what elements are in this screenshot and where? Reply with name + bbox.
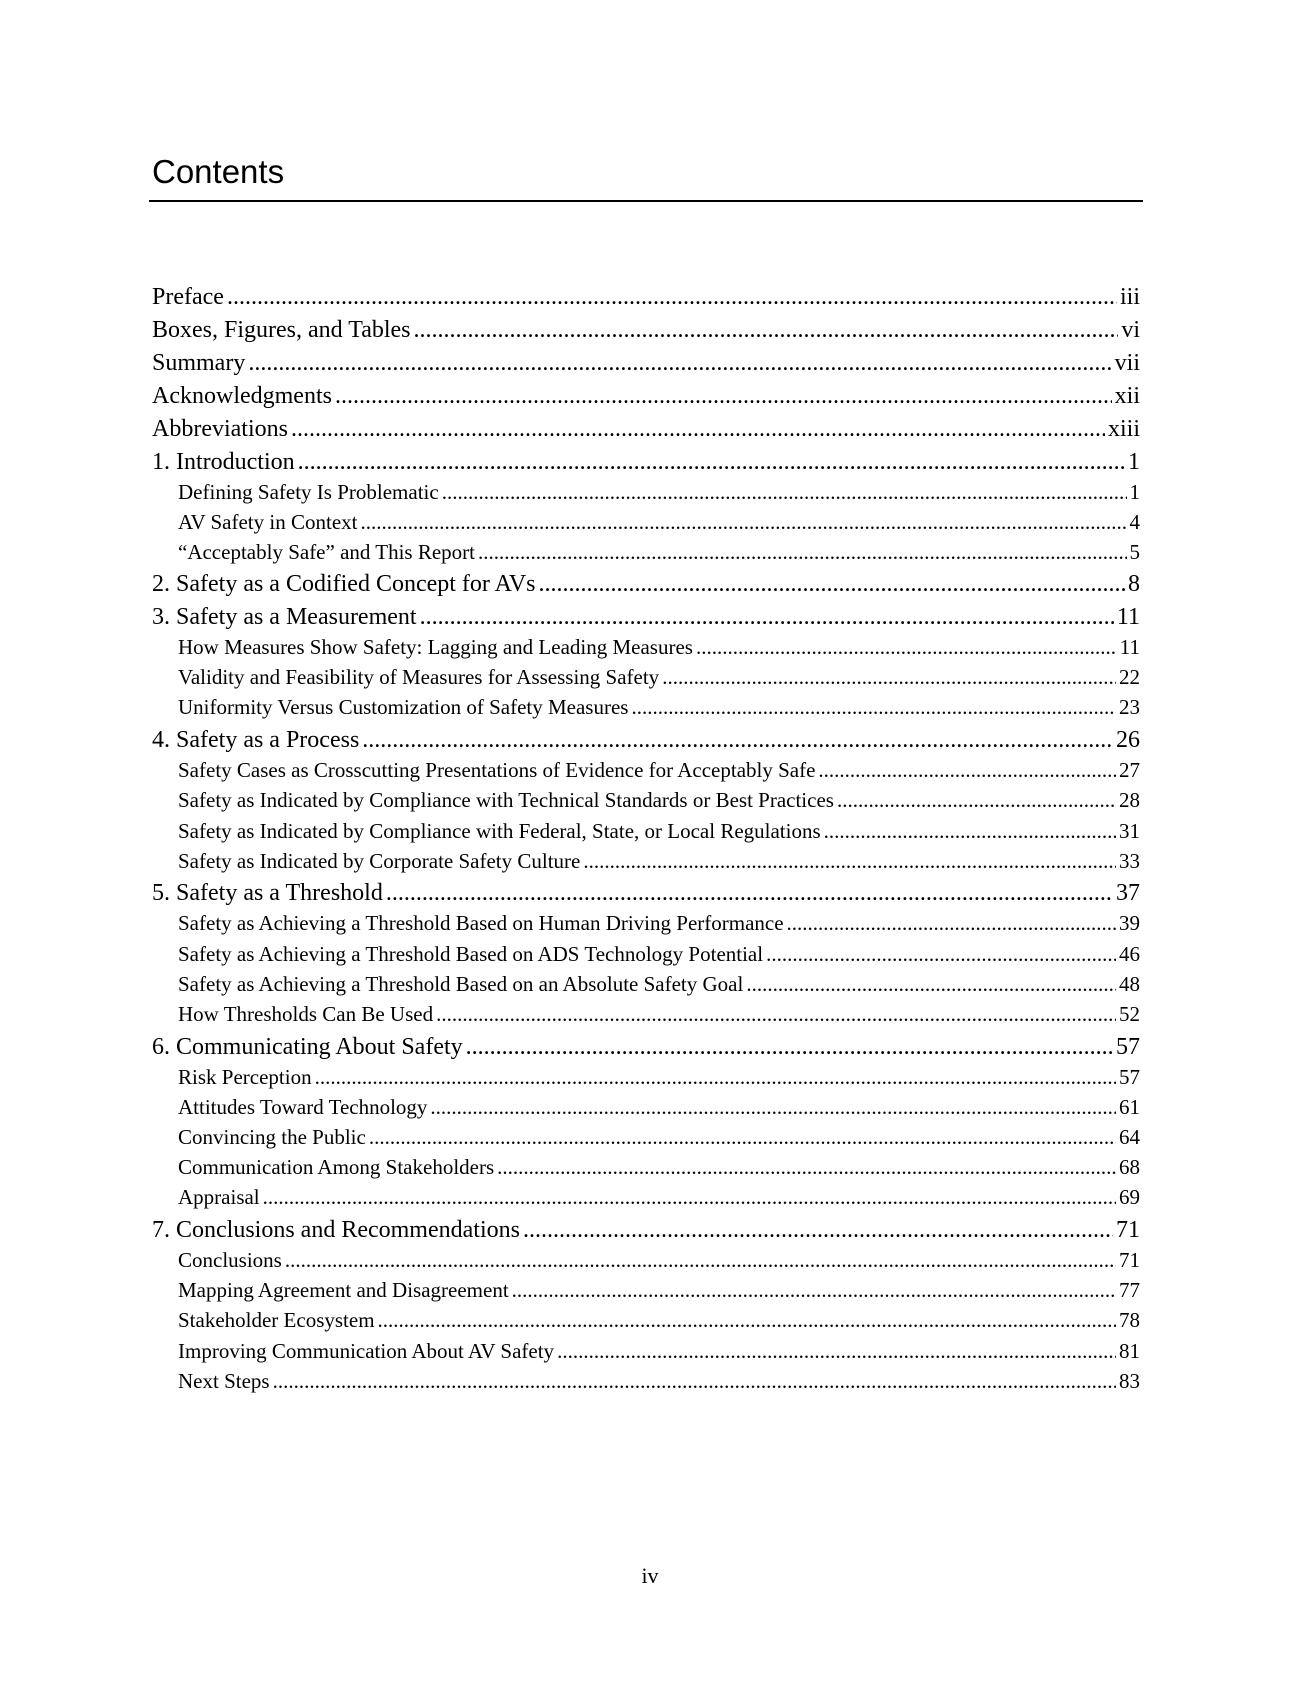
toc-dot-leader (787, 909, 1116, 937)
toc-dot-leader (497, 1153, 1116, 1181)
toc-dot-leader (583, 847, 1116, 875)
toc-entry-page: 1 (1129, 480, 1140, 504)
toc-entry-page: 11 (1119, 635, 1140, 659)
toc-entry-page: 69 (1119, 1185, 1140, 1209)
toc-entry-page: 78 (1119, 1308, 1140, 1332)
toc-entry[interactable] (152, 663, 1140, 691)
toc-dot-leader (315, 1063, 1116, 1091)
toc-entry-page: 11 (1116, 604, 1140, 630)
toc-entry-page: 1 (1128, 449, 1140, 475)
toc-entry[interactable] (152, 940, 1140, 968)
toc-dot-leader (335, 381, 1112, 411)
toc-entry-page: 39 (1119, 911, 1140, 935)
toc-entry-page: 71 (1116, 1217, 1140, 1243)
toc-entry-label: Risk Perception (178, 1065, 312, 1089)
toc-entry[interactable] (152, 970, 1140, 998)
toc-entry-label: Appraisal (178, 1185, 260, 1209)
toc-entry-label: How Thresholds Can Be Used (178, 1002, 434, 1026)
toc-entry[interactable] (152, 1123, 1140, 1151)
toc-entry-label: Safety as Achieving a Threshold Based on Human Driving Performance (178, 911, 784, 935)
toc-entry[interactable] (152, 725, 1140, 755)
toc-entry-label: Safety as Achieving a Threshold Based on an Absolute Safety Goal (178, 972, 744, 996)
toc-entry[interactable] (152, 1367, 1140, 1395)
toc-dot-leader (436, 1000, 1116, 1028)
toc-entry-label: 5. Safety as a Threshold (152, 880, 383, 906)
toc-entry-label: Improving Communication About AV Safety (178, 1339, 555, 1363)
toc-entry[interactable] (152, 1276, 1140, 1304)
toc-dot-leader (227, 282, 1117, 312)
toc-entry-label: Next Steps (178, 1369, 270, 1393)
toc-entry[interactable] (152, 847, 1140, 875)
toc-dot-leader (273, 1367, 1116, 1395)
toc-dot-leader (386, 878, 1113, 908)
toc-entry[interactable] (152, 282, 1140, 312)
toc-entry[interactable] (152, 1093, 1140, 1121)
toc-entry[interactable] (152, 1000, 1140, 1028)
toc-entry-page: 61 (1119, 1095, 1140, 1119)
toc-entry-label: Summary (152, 350, 246, 376)
toc-dot-leader (837, 786, 1116, 814)
toc-entry-page: 68 (1119, 1155, 1140, 1179)
toc-entry-label: Boxes, Figures, and Tables (152, 317, 411, 343)
toc-entry-page: 81 (1119, 1339, 1140, 1363)
toc-entry-label: Attitudes Toward Technology (178, 1095, 428, 1119)
toc-entry-label: Abbreviations (152, 416, 288, 442)
toc-entry-page: 77 (1119, 1278, 1140, 1302)
toc-dot-leader (263, 1183, 1116, 1211)
toc-entry[interactable] (152, 756, 1140, 784)
toc-entry[interactable] (152, 1246, 1140, 1274)
toc-entry-page: 46 (1119, 942, 1140, 966)
toc-entry-page: 8 (1128, 571, 1140, 597)
toc-entry-page: 5 (1129, 540, 1140, 564)
toc-entry-page: 27 (1119, 758, 1140, 782)
toc-entry-page: vii (1114, 350, 1140, 376)
toc-entry[interactable] (152, 381, 1140, 411)
toc-dot-leader (478, 538, 1126, 566)
toc-dot-leader (696, 633, 1117, 661)
toc-dot-leader (420, 602, 1114, 632)
toc-entry-label: Preface (152, 284, 224, 310)
toc-entry-page: 22 (1119, 665, 1140, 689)
toc-dot-leader (746, 970, 1116, 998)
toc-dot-leader (378, 1306, 1116, 1334)
toc-entry-page: 57 (1119, 1065, 1140, 1089)
toc-entry[interactable] (152, 633, 1140, 661)
toc-entry-page: 4 (1129, 510, 1140, 534)
toc-dot-leader (523, 1215, 1113, 1245)
toc-entry-label: 1. Introduction (152, 449, 295, 475)
toc-entry-page: 23 (1119, 695, 1140, 719)
toc-entry-page: 52 (1119, 1002, 1140, 1026)
toc-entry[interactable] (152, 538, 1140, 566)
toc-entry[interactable] (152, 1337, 1140, 1365)
page-number: iv (641, 1563, 659, 1588)
toc-entry[interactable] (152, 1215, 1140, 1245)
toc-dot-leader (291, 414, 1105, 444)
toc-entry[interactable] (152, 878, 1140, 908)
page-title: Contents (152, 153, 285, 190)
toc-entry-label: Communication Among Stakeholders (178, 1155, 495, 1179)
toc-entry-label: 2. Safety as a Codified Concept for AVs (152, 571, 536, 597)
toc-entry-page: 48 (1119, 972, 1140, 996)
toc-entry-label: How Measures Show Safety: Lagging and Leading Measures (178, 635, 693, 659)
toc-entry[interactable] (152, 315, 1140, 345)
toc-entry[interactable] (152, 1153, 1140, 1181)
toc-entry[interactable] (152, 478, 1140, 506)
toc-entry-page: 37 (1116, 880, 1140, 906)
toc-entry[interactable] (152, 1032, 1140, 1062)
toc-entry[interactable] (152, 817, 1140, 845)
toc-entry-page: iii (1119, 284, 1140, 310)
toc-entry-page: 83 (1119, 1369, 1140, 1393)
toc-dot-leader (360, 508, 1126, 536)
toc-dot-leader (662, 663, 1116, 691)
toc-entry-label: Stakeholder Ecosystem (178, 1308, 375, 1332)
toc-entry-label: Convincing the Public (178, 1125, 366, 1149)
toc-entry-label: Defining Safety Is Problematic (178, 480, 439, 504)
toc-entry-page: 28 (1119, 788, 1140, 812)
toc-dot-leader (298, 447, 1125, 477)
toc-entry-label: 3. Safety as a Measurement (152, 604, 417, 630)
toc-dot-leader (285, 1246, 1116, 1274)
toc-entry-page: 64 (1119, 1125, 1140, 1149)
toc-entry-label: Conclusions (178, 1248, 282, 1272)
toc-entry-label: Safety as Indicated by Corporate Safety Culture (178, 849, 581, 873)
toc-entry-label: 6. Communicating About Safety (152, 1034, 463, 1060)
toc-entry-label: Uniformity Versus Customization of Safety Measures (178, 695, 629, 719)
toc-entry[interactable] (152, 447, 1140, 477)
toc-dot-leader (414, 315, 1119, 345)
toc-dot-leader (824, 817, 1116, 845)
toc-entry-page: xii (1114, 383, 1140, 409)
toc-entry-label: “Acceptably Safe” and This Report (178, 540, 476, 564)
toc-dot-leader (442, 478, 1127, 506)
toc-dot-leader (766, 940, 1116, 968)
toc-dot-leader (818, 756, 1116, 784)
toc-entry-label: 7. Conclusions and Recommendations (152, 1217, 520, 1243)
toc-dot-leader (430, 1093, 1116, 1121)
toc-entry[interactable] (152, 1183, 1140, 1211)
toc-entry-label: Safety as Indicated by Compliance with Federal, State, or Local Regulations (178, 819, 821, 843)
toc-entry-page: vi (1121, 317, 1140, 343)
toc-entry[interactable] (152, 602, 1140, 632)
toc-entry[interactable] (152, 1063, 1140, 1091)
toc-entry-page: xiii (1107, 416, 1140, 442)
toc-dot-leader (466, 1032, 1113, 1062)
toc-dot-leader (362, 725, 1113, 755)
toc-entry[interactable] (152, 414, 1140, 444)
toc-entry-label: AV Safety in Context (178, 510, 358, 534)
toc-entry-page: 26 (1116, 727, 1140, 753)
toc-entry[interactable] (152, 508, 1140, 536)
toc-entry[interactable] (152, 909, 1140, 937)
toc-entry-page: 57 (1116, 1034, 1140, 1060)
toc-entry-page: 31 (1119, 819, 1140, 843)
toc-entry-label: 4. Safety as a Process (152, 727, 360, 753)
title-divider (149, 200, 1143, 202)
toc-entry-label: Acknowledgments (152, 383, 332, 409)
toc-entry-label: Safety as Achieving a Threshold Based on ADS Technology Potential (178, 942, 764, 966)
toc-entry[interactable] (152, 1306, 1140, 1334)
toc-entry-label: Mapping Agreement and Disagreement (178, 1278, 509, 1302)
toc-entry-label: Validity and Feasibility of Measures for Assessing Safety (178, 665, 660, 689)
toc-dot-leader (248, 348, 1111, 378)
toc-entry[interactable] (152, 348, 1140, 378)
toc-entry[interactable] (152, 693, 1140, 721)
toc-entry-page: 71 (1119, 1248, 1140, 1272)
toc-entry-label: Safety Cases as Crosscutting Presentations of Evidence for Acceptably Safe (178, 758, 816, 782)
toc-dot-leader (631, 693, 1116, 721)
toc-entry-label: Safety as Indicated by Compliance with Technical Standards or Best Practices (178, 788, 834, 812)
toc-dot-leader (557, 1337, 1116, 1365)
toc-entry[interactable] (152, 786, 1140, 814)
toc-dot-leader (512, 1276, 1116, 1304)
toc-entry[interactable] (152, 569, 1140, 599)
toc-dot-leader (539, 569, 1126, 599)
toc-dot-leader (369, 1123, 1116, 1151)
toc-entry-page: 33 (1119, 849, 1140, 873)
